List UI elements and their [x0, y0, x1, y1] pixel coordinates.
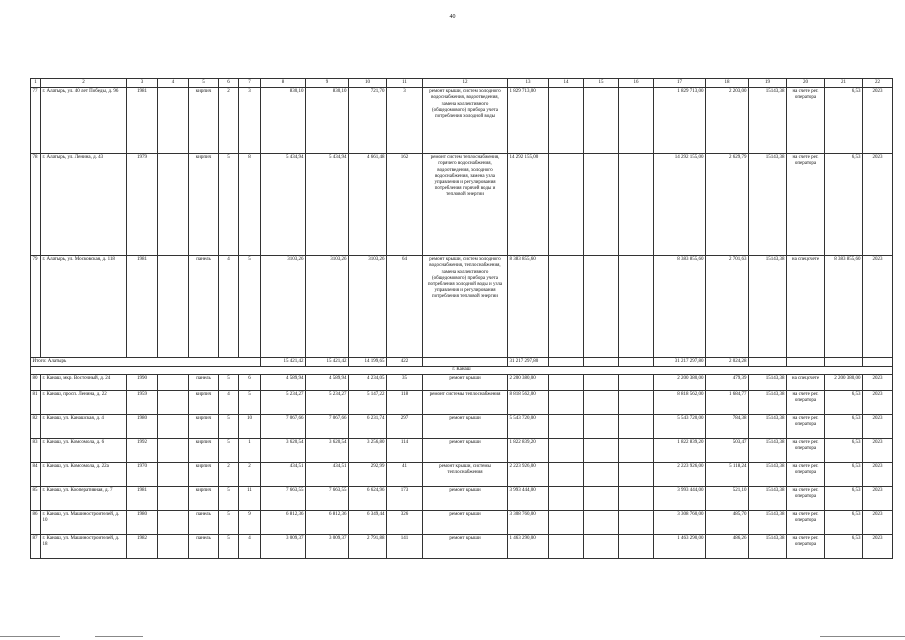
cell-area-total: 5 434,94 — [261, 154, 306, 256]
cell-col-16 — [619, 510, 654, 534]
cell-entrances: 5 — [239, 390, 261, 414]
cell-entrances: 10 — [239, 414, 261, 438]
cell-floors: 2 — [219, 88, 239, 154]
column-number: 18 — [706, 79, 749, 88]
cell-col-21: 6,53 — [825, 88, 863, 154]
cell-year: 1981 — [127, 486, 158, 510]
cell-area-b: 3 256,80 — [349, 438, 387, 462]
cell-col-15 — [584, 88, 619, 154]
cell-col-19: 15143,38 — [749, 154, 787, 256]
column-number: 9 — [306, 79, 349, 88]
cell-col-14 — [549, 486, 584, 510]
cell-row-number: 84 — [31, 462, 41, 486]
table-row — [31, 462, 893, 486]
total-empty — [787, 358, 825, 367]
cell-area-total: 7 663,55 — [261, 486, 306, 510]
cell-col-4 — [158, 414, 189, 438]
total-residents: 422 — [387, 358, 423, 367]
column-number: 17 — [654, 79, 706, 88]
cell-col-17: 1 463 290,00 — [654, 534, 706, 558]
column-number: 22 — [863, 79, 893, 88]
cell-area-a: 434,51 — [306, 462, 349, 486]
cell-wall-material: кирпич — [189, 486, 219, 510]
cell-address: г. Канаш, ул. Комсомола, д. 22а — [41, 462, 127, 486]
column-number: 7 — [239, 79, 261, 88]
cell-col-19: 15143,38 — [749, 414, 787, 438]
column-number: 11 — [387, 79, 423, 88]
cell-col-14 — [549, 390, 584, 414]
cell-col-16 — [619, 486, 654, 510]
cell-residents: 35 — [387, 374, 423, 390]
column-number: 21 — [825, 79, 863, 88]
cell-area-a: 4 589,94 — [306, 374, 349, 390]
cell-col-16 — [619, 390, 654, 414]
cell-row-number: 87 — [31, 534, 41, 558]
cell-row-number: 86 — [31, 510, 41, 534]
cell-col-14 — [549, 534, 584, 558]
cell-work-type: ремонт крыши — [423, 438, 508, 462]
column-number: 20 — [787, 79, 825, 88]
cell-col-18: 485,70 — [706, 510, 749, 534]
cell-col-21: 6,53 — [825, 462, 863, 486]
cell-area-a: 3 620,54 — [306, 438, 349, 462]
cell-area-a: 5 234,27 — [306, 390, 349, 414]
cell-fund-method: на счете рег. оператора — [787, 462, 825, 486]
cell-col-18: 2 203,00 — [706, 88, 749, 154]
column-number: 14 — [549, 79, 584, 88]
cell-fund-method: на счете рег. оператора — [787, 438, 825, 462]
cell-fund-method: на счете рег. оператора — [787, 510, 825, 534]
cell-col-19: 15143,38 — [749, 374, 787, 390]
cell-year: 1982 — [127, 534, 158, 558]
cell-cost-total: 1 822 839,20 — [508, 438, 549, 462]
cell-col-16 — [619, 438, 654, 462]
cell-area-a: 6 812,36 — [306, 510, 349, 534]
cell-col-19: 15143,38 — [749, 510, 787, 534]
cell-year-plan: 2023 — [863, 154, 893, 256]
cell-address: г. Канаш, ул. Машиностроителей, д. 18 — [41, 534, 127, 558]
cell-row-number: 82 — [31, 414, 41, 438]
cell-col-16 — [619, 534, 654, 558]
table-row — [31, 374, 893, 390]
cell-cost-total: 1 463 290,00 — [508, 534, 549, 558]
total-row — [31, 358, 893, 367]
cell-floors: 5 — [219, 374, 239, 390]
cell-col-4 — [158, 486, 189, 510]
total-empty — [863, 358, 893, 367]
column-number-row — [31, 79, 893, 88]
cell-col-15 — [584, 390, 619, 414]
cell-entrances: 2 — [239, 462, 261, 486]
cell-entrances: 6 — [239, 374, 261, 390]
cell-year: 1959 — [127, 390, 158, 414]
cell-year-plan: 2023 — [863, 88, 893, 154]
cell-work-type: ремонт крыши — [423, 374, 508, 390]
cell-fund-method: на счете рег. оператора — [787, 88, 825, 154]
cell-area-b: 4 661,48 — [349, 154, 387, 256]
cell-cost-total: 2 200 380,00 — [508, 374, 549, 390]
cell-cost-total: 8 818 562,00 — [508, 390, 549, 414]
cell-col-21: 6,53 — [825, 534, 863, 558]
cell-work-type: ремонт крыши — [423, 486, 508, 510]
cell-col-4 — [158, 390, 189, 414]
cell-area-total: 3 009,37 — [261, 534, 306, 558]
cell-entrances: 9 — [239, 510, 261, 534]
cell-wall-material: панель — [189, 374, 219, 390]
cell-area-b: 6 349,44 — [349, 510, 387, 534]
cell-address: г. Канаш, просп. Ленина, д. 22 — [41, 390, 127, 414]
cell-floors: 5 — [219, 486, 239, 510]
cell-cost-total: 8 383 855,60 — [508, 256, 549, 358]
cell-year-plan: 2023 — [863, 510, 893, 534]
cell-work-type: ремонт крыши, систем холодного водоснабжения, водоотведения, замена коллективного (общедомового) прибора учета потребления холодной воды — [423, 88, 508, 154]
cell-address: г. Алатырь, ул. 40 лет Победы, д. 96 — [41, 88, 127, 154]
cell-col-15 — [584, 486, 619, 510]
cell-wall-material: кирпич — [189, 414, 219, 438]
cell-fund-method: на спецсчете — [787, 374, 825, 390]
cell-year: 1990 — [127, 374, 158, 390]
cell-residents: 173 — [387, 486, 423, 510]
cell-year: 1980 — [127, 510, 158, 534]
cell-year: 1981 — [127, 88, 158, 154]
cell-area-total: 6 812,36 — [261, 510, 306, 534]
cell-work-type: ремонт крыши — [423, 510, 508, 534]
cell-area-total: 4 589,94 — [261, 374, 306, 390]
cell-row-number: 79 — [31, 256, 41, 358]
cell-area-total: 7 067,66 — [261, 414, 306, 438]
table-row — [31, 88, 893, 154]
cell-fund-method: на счете рег. оператора — [787, 486, 825, 510]
cell-col-16 — [619, 414, 654, 438]
cell-area-total: 5 234,27 — [261, 390, 306, 414]
cell-wall-material: кирпич — [189, 390, 219, 414]
cell-row-number: 77 — [31, 88, 41, 154]
cell-address: г. Алатырь, ул. Московская, д. 118 — [41, 256, 127, 358]
table-body — [31, 79, 893, 559]
total-area-b: 14 199,65 — [349, 358, 387, 367]
cell-area-a: 3103,26 — [306, 256, 349, 358]
column-number: 3 — [127, 79, 158, 88]
column-number: 15 — [584, 79, 619, 88]
cell-col-19: 15143,38 — [749, 256, 787, 358]
cell-col-18: 521,10 — [706, 486, 749, 510]
cell-col-21: 6,53 — [825, 510, 863, 534]
cell-cost-total: 3 308 760,00 — [508, 510, 549, 534]
cell-col-17: 1 829 713,00 — [654, 88, 706, 154]
cell-row-number: 80 — [31, 374, 41, 390]
cell-col-4 — [158, 534, 189, 558]
total-area-a: 15 421,42 — [306, 358, 349, 367]
table-row — [31, 438, 893, 462]
table-row — [31, 510, 893, 534]
cell-work-type: ремонт крыши — [423, 534, 508, 558]
cell-col-4 — [158, 154, 189, 256]
total-empty — [549, 358, 584, 367]
cell-col-17: 2 200 380,00 — [654, 374, 706, 390]
cell-col-17: 14 292 155,00 — [654, 154, 706, 256]
cell-area-b: 292,99 — [349, 462, 387, 486]
column-number: 13 — [508, 79, 549, 88]
cell-col-19: 15143,38 — [749, 486, 787, 510]
cell-year-plan: 2023 — [863, 256, 893, 358]
cell-col-14 — [549, 256, 584, 358]
cell-col-18: 479,39 — [706, 374, 749, 390]
column-number: 16 — [619, 79, 654, 88]
cell-area-b: 6 231,74 — [349, 414, 387, 438]
cell-area-total: 830,10 — [261, 88, 306, 154]
cell-work-type: ремонт крыши, системы теплоснабжения — [423, 462, 508, 486]
cell-col-19: 15143,38 — [749, 390, 787, 414]
column-number: 10 — [349, 79, 387, 88]
cell-wall-material: панель — [189, 510, 219, 534]
cell-col-4 — [158, 462, 189, 486]
cell-wall-material: кирпич — [189, 462, 219, 486]
table-row — [31, 256, 893, 358]
cell-floors: 5 — [219, 534, 239, 558]
cell-entrances: 1 — [239, 438, 261, 462]
cell-row-number: 78 — [31, 154, 41, 256]
cell-fund-method: на счете рег. оператора — [787, 414, 825, 438]
table-row — [31, 534, 893, 558]
cell-residents: 326 — [387, 510, 423, 534]
cell-col-16 — [619, 256, 654, 358]
cell-floors: 5 — [219, 414, 239, 438]
cell-floors: 5 — [219, 154, 239, 256]
cell-floors: 4 — [219, 390, 239, 414]
cell-col-18: 5 118,24 — [706, 462, 749, 486]
cell-address: г. Канаш, ул. Кооперативная, д. 7 — [41, 486, 127, 510]
cell-fund-method: на счете рег. оператора — [787, 390, 825, 414]
column-number: 5 — [189, 79, 219, 88]
cell-area-b: 6 624,96 — [349, 486, 387, 510]
cell-wall-material: кирпич — [189, 154, 219, 256]
cell-col-19: 15143,38 — [749, 438, 787, 462]
cell-col-4 — [158, 374, 189, 390]
cell-address: г. Алатырь, ул. Ленина, д. 43 — [41, 154, 127, 256]
table-row — [31, 414, 893, 438]
cell-col-16 — [619, 154, 654, 256]
cell-col-21: 6,53 — [825, 438, 863, 462]
cell-col-16 — [619, 374, 654, 390]
cell-residents: 118 — [387, 390, 423, 414]
table-row — [31, 154, 893, 256]
table-row — [31, 390, 893, 414]
cell-col-4 — [158, 256, 189, 358]
cell-col-17: 5 543 720,00 — [654, 414, 706, 438]
cell-col-21: 8 383 855,60 — [825, 256, 863, 358]
cell-col-18: 486,26 — [706, 534, 749, 558]
total-empty — [749, 358, 787, 367]
column-number: 2 — [41, 79, 127, 88]
cell-area-a: 3 009,37 — [306, 534, 349, 558]
cell-col-21: 6,53 — [825, 154, 863, 256]
cell-area-a: 7 663,55 — [306, 486, 349, 510]
page-edge-marks — [0, 634, 905, 637]
section-heading-row — [31, 367, 893, 374]
cell-col-15 — [584, 510, 619, 534]
cell-area-a: 830,10 — [306, 88, 349, 154]
cell-col-14 — [549, 88, 584, 154]
cell-year: 1979 — [127, 154, 158, 256]
cell-residents: 41 — [387, 462, 423, 486]
cell-entrances: 11 — [239, 486, 261, 510]
cell-col-17: 2 223 926,00 — [654, 462, 706, 486]
total-area-total: 15 421,42 — [261, 358, 306, 367]
cell-entrances: 5 — [239, 256, 261, 358]
cell-wall-material: панель — [189, 256, 219, 358]
cell-col-14 — [549, 414, 584, 438]
total-label: Итого: Алатырь — [31, 358, 261, 367]
total-empty — [423, 358, 508, 367]
cell-col-18: 2 701,63 — [706, 256, 749, 358]
cell-row-number: 81 — [31, 390, 41, 414]
cell-area-b: 2 791,88 — [349, 534, 387, 558]
cell-year-plan: 2023 — [863, 390, 893, 414]
section-heading: г. Канаш — [31, 367, 893, 374]
cell-col-14 — [549, 438, 584, 462]
cell-cost-total: 3 993 444,00 — [508, 486, 549, 510]
cell-col-4 — [158, 438, 189, 462]
cell-floors: 2 — [219, 462, 239, 486]
column-number: 19 — [749, 79, 787, 88]
cell-col-17: 8 818 562,00 — [654, 390, 706, 414]
cell-address: г. Канаш, ул. Машиностроителей, д. 10 — [41, 510, 127, 534]
cell-year: 1970 — [127, 462, 158, 486]
table-row — [31, 486, 893, 510]
cell-entrances: 4 — [239, 534, 261, 558]
cell-address: г. Канаш, мкр. Восточный, д. 24 — [41, 374, 127, 390]
cell-row-number: 85 — [31, 486, 41, 510]
cell-col-18: 2 629,79 — [706, 154, 749, 256]
cell-floors: 5 — [219, 510, 239, 534]
cell-col-18: 784,38 — [706, 414, 749, 438]
cell-year-plan: 2023 — [863, 414, 893, 438]
cell-residents: 3 — [387, 88, 423, 154]
cell-row-number: 83 — [31, 438, 41, 462]
cell-col-17: 8 383 855,60 — [654, 256, 706, 358]
cell-col-18: 503,47 — [706, 438, 749, 462]
cell-year: 1992 — [127, 438, 158, 462]
total-empty — [584, 358, 619, 367]
total-empty — [825, 358, 863, 367]
cell-col-15 — [584, 256, 619, 358]
cell-col-15 — [584, 154, 619, 256]
total-cost: 31 217 297,80 — [508, 358, 549, 367]
cell-residents: 141 — [387, 534, 423, 558]
cell-col-14 — [549, 462, 584, 486]
cell-col-14 — [549, 510, 584, 534]
cell-cost-total: 5 543 720,00 — [508, 414, 549, 438]
cell-col-17: 3 308 760,00 — [654, 510, 706, 534]
cell-col-15 — [584, 374, 619, 390]
cell-col-16 — [619, 462, 654, 486]
total-col-17: 31 217 297,80 — [654, 358, 706, 367]
cell-area-b: 5 147,22 — [349, 390, 387, 414]
cell-fund-method: на счете рег. оператора — [787, 154, 825, 256]
cell-col-18: 1 684,77 — [706, 390, 749, 414]
column-number: 1 — [31, 79, 41, 88]
cell-address: г. Канаш, ул. Комсомола, д. 6 — [41, 438, 127, 462]
cell-area-b: 721,70 — [349, 88, 387, 154]
cell-col-21: 6,53 — [825, 486, 863, 510]
cell-residents: 64 — [387, 256, 423, 358]
cell-wall-material: кирпич — [189, 438, 219, 462]
cell-year: 1980 — [127, 414, 158, 438]
repair-program-table — [30, 78, 893, 559]
cell-col-21: 6,53 — [825, 414, 863, 438]
cell-work-type: ремонт крыши — [423, 414, 508, 438]
cell-work-type: ремонт крыши, систем холодного водоснабжения, теплоснабжения, замена коллективного (общедомового) прибора учета потребления холодной воды и узла управления и регулирования потребления тепловой энергии — [423, 256, 508, 358]
cell-year: 1981 — [127, 256, 158, 358]
cell-col-19: 15143,38 — [749, 88, 787, 154]
column-number: 4 — [158, 79, 189, 88]
cell-work-type: ремонт систем теплоснабжения, горячего водоснабжения, водоотведения, холодного водоснабжения, замена узла управления и регулирования потребления горячей воды и тепловой энергии — [423, 154, 508, 256]
cell-year-plan: 2023 — [863, 374, 893, 390]
cell-wall-material: панель — [189, 534, 219, 558]
cell-col-16 — [619, 88, 654, 154]
cell-area-a: 5 434,94 — [306, 154, 349, 256]
cell-cost-total: 2 223 926,00 — [508, 462, 549, 486]
cell-col-17: 1 822 839,20 — [654, 438, 706, 462]
cell-residents: 162 — [387, 154, 423, 256]
total-col-18: 2 024,28 — [706, 358, 749, 367]
cell-col-4 — [158, 88, 189, 154]
cell-col-15 — [584, 438, 619, 462]
cell-col-21: 6,53 — [825, 390, 863, 414]
column-number: 6 — [219, 79, 239, 88]
cell-fund-method: на счете рег. оператора — [787, 534, 825, 558]
column-number: 8 — [261, 79, 306, 88]
cell-col-17: 3 993 444,00 — [654, 486, 706, 510]
cell-work-type: ремонт системы теплоснабжения — [423, 390, 508, 414]
cell-year-plan: 2023 — [863, 486, 893, 510]
column-number: 12 — [423, 79, 508, 88]
cell-residents: 297 — [387, 414, 423, 438]
page-number: 40 — [449, 14, 456, 20]
cell-col-15 — [584, 414, 619, 438]
cell-entrances: 8 — [239, 154, 261, 256]
cell-col-4 — [158, 510, 189, 534]
cell-residents: 114 — [387, 438, 423, 462]
cell-year-plan: 2023 — [863, 534, 893, 558]
cell-area-total: 3103,26 — [261, 256, 306, 358]
cell-col-14 — [549, 374, 584, 390]
cell-cost-total: 14 292 155,00 — [508, 154, 549, 256]
cell-wall-material: кирпич — [189, 88, 219, 154]
cell-year-plan: 2023 — [863, 438, 893, 462]
cell-area-total: 434,51 — [261, 462, 306, 486]
cell-col-19: 15143,38 — [749, 534, 787, 558]
cell-entrances: 3 — [239, 88, 261, 154]
cell-area-b: 4 234,05 — [349, 374, 387, 390]
cell-col-21: 2 200 380,00 — [825, 374, 863, 390]
cell-fund-method: на спецсчете — [787, 256, 825, 358]
cell-col-19: 15143,38 — [749, 462, 787, 486]
cell-year-plan: 2023 — [863, 462, 893, 486]
cell-floors: 5 — [219, 438, 239, 462]
cell-address: г. Канаш, ул. Канашская, д. 4 — [41, 414, 127, 438]
total-empty — [619, 358, 654, 367]
cell-floors: 4 — [219, 256, 239, 358]
cell-col-14 — [549, 154, 584, 256]
cell-area-a: 7 067,66 — [306, 414, 349, 438]
cell-area-total: 3 620,54 — [261, 438, 306, 462]
cell-cost-total: 1 829 713,00 — [508, 88, 549, 154]
cell-col-15 — [584, 462, 619, 486]
cell-area-b: 3103,26 — [349, 256, 387, 358]
cell-col-15 — [584, 534, 619, 558]
